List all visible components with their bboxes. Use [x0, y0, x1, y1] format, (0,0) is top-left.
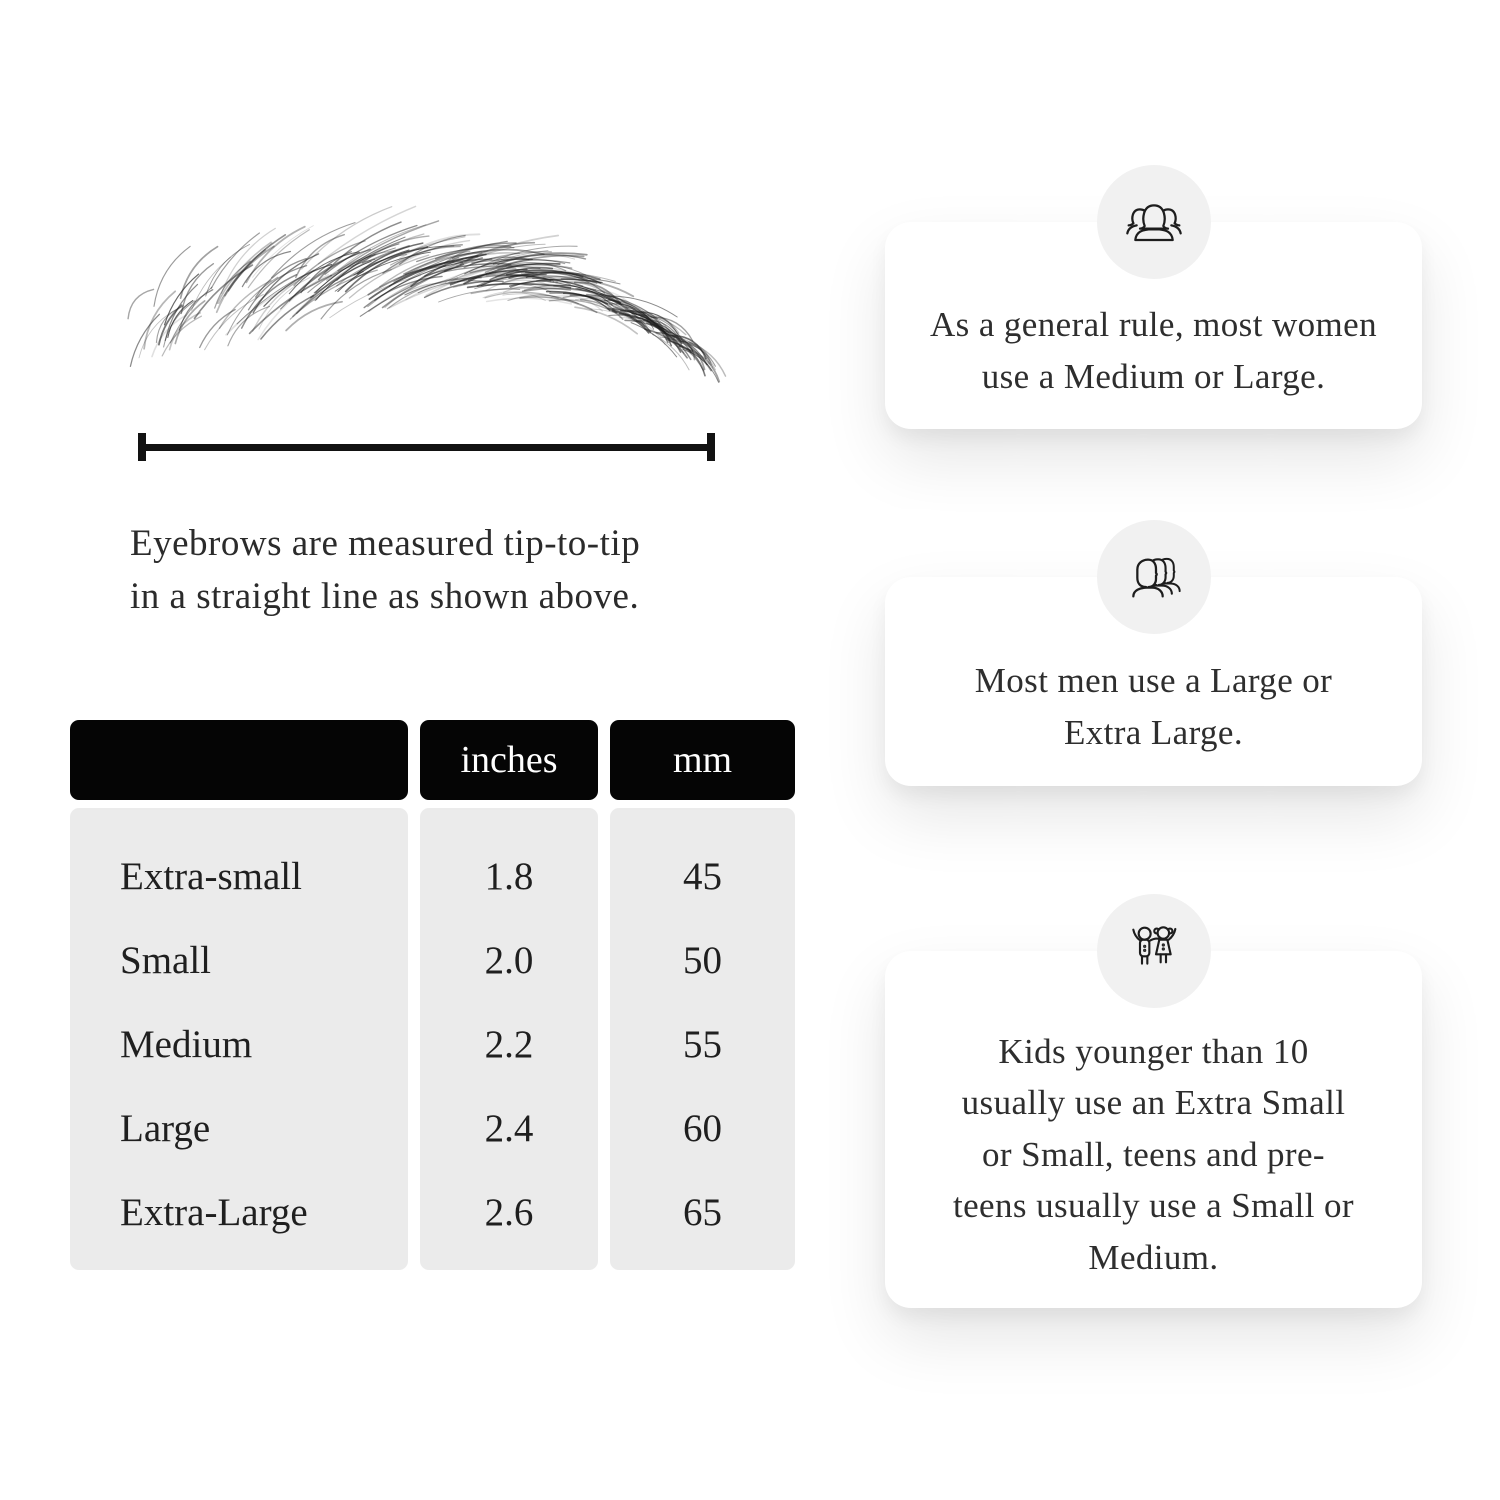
measurement-tick-right: [707, 433, 715, 461]
inches-value: 2.0: [484, 938, 534, 982]
size-label: Extra-Large: [120, 1190, 308, 1234]
inches-value: 2.4: [484, 1106, 534, 1150]
table-column-inches: [420, 808, 598, 1270]
advice-card-text: Most men use a Large or Extra Large.: [974, 661, 1333, 752]
inches-value: 2.6: [484, 1190, 534, 1234]
size-label: Extra-small: [120, 854, 302, 898]
mm-value: 65: [683, 1190, 722, 1234]
advice-card-text: As a general rule, most women use a Medium or Large.: [929, 305, 1378, 396]
inches-value: 1.8: [484, 854, 534, 898]
table-column-sizes: [70, 808, 408, 1270]
inches-value: 2.2: [484, 1022, 534, 1066]
table-header-blank: [70, 720, 408, 800]
advice-card-men: [885, 577, 1422, 786]
size-table-body: [70, 808, 795, 1270]
measurement-line: [138, 433, 715, 461]
eyebrow-sketch: [122, 228, 742, 428]
mm-value: 45: [683, 854, 722, 898]
men-group-icon: [1122, 543, 1186, 612]
eyebrow-illustration: [122, 228, 742, 428]
measurement-caption-line1: Eyebrows are measured tip-to-tip: [130, 523, 641, 564]
mm-value: 60: [683, 1106, 722, 1150]
measurement-bar: [138, 444, 715, 451]
advice-card-text: Kids younger than 10 usually use an Extra Small or Small, teens and pre-teens usually use a Small or Medium.: [953, 1031, 1354, 1277]
mm-value: 55: [683, 1022, 722, 1066]
mm-value: 50: [683, 938, 722, 982]
advice-card-women: [885, 222, 1422, 429]
table-header-inches: inches: [420, 720, 598, 800]
icon-circle: [1097, 894, 1211, 1008]
size-label: Large: [120, 1106, 211, 1150]
icon-circle: [1097, 520, 1211, 634]
size-label: Medium: [120, 1022, 253, 1066]
size-table: [70, 720, 795, 1270]
measurement-caption-line2: in a straight line as shown above.: [130, 575, 640, 617]
kids-icon: [1122, 917, 1186, 986]
table-header-mm: mm: [610, 720, 795, 800]
size-label: Small: [120, 938, 212, 982]
icon-circle: [1097, 165, 1211, 279]
advice-card-kids: [885, 951, 1422, 1308]
measurement-caption: [130, 518, 760, 624]
size-table-header: [70, 720, 795, 800]
table-column-mm: [610, 808, 795, 1270]
women-group-icon: [1122, 188, 1186, 257]
